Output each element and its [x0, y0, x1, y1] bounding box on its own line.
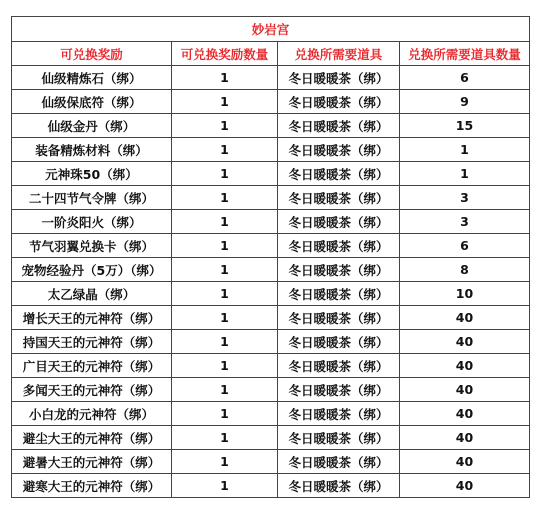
reward-cell: 仙级保底符（绑）	[12, 90, 172, 114]
table-row	[12, 90, 530, 114]
reward-cell: 太乙绿晶（绑）	[12, 282, 172, 306]
required-item-cell: 冬日暖暖茶（绑）	[278, 210, 400, 234]
table-row	[12, 426, 530, 450]
required-quantity-cell: 40	[400, 450, 530, 474]
reward-quantity-cell: 1	[172, 378, 278, 402]
table-row	[12, 162, 530, 186]
reward-quantity-cell: 1	[172, 66, 278, 90]
required-item-cell: 冬日暖暖茶（绑）	[278, 90, 400, 114]
required-quantity-cell: 10	[400, 282, 530, 306]
reward-quantity-cell: 1	[172, 258, 278, 282]
required-quantity-cell: 40	[400, 378, 530, 402]
table-row	[12, 210, 530, 234]
required-item-cell: 冬日暖暖茶（绑）	[278, 402, 400, 426]
reward-quantity-cell: 1	[172, 186, 278, 210]
exchange-table	[11, 16, 530, 498]
reward-cell: 避暑大王的元神符（绑）	[12, 450, 172, 474]
reward-cell: 避尘大王的元神符（绑）	[12, 426, 172, 450]
required-quantity-cell: 6	[400, 66, 530, 90]
table-row	[12, 66, 530, 90]
header-required-quantity: 兑换所需要道具数量	[400, 42, 530, 66]
exchange-table-container	[11, 16, 529, 498]
required-item-cell: 冬日暖暖茶（绑）	[278, 306, 400, 330]
required-quantity-cell: 40	[400, 354, 530, 378]
reward-quantity-cell: 1	[172, 306, 278, 330]
required-item-cell: 冬日暖暖茶（绑）	[278, 186, 400, 210]
required-quantity-cell: 3	[400, 186, 530, 210]
required-quantity-cell: 9	[400, 90, 530, 114]
required-quantity-cell: 1	[400, 162, 530, 186]
reward-quantity-cell: 1	[172, 330, 278, 354]
reward-cell: 一阶炎阳火（绑）	[12, 210, 172, 234]
reward-cell: 小白龙的元神符（绑）	[12, 402, 172, 426]
table-row	[12, 306, 530, 330]
table-row	[12, 114, 530, 138]
required-item-cell: 冬日暖暖茶（绑）	[278, 66, 400, 90]
reward-cell: 装备精炼材料（绑）	[12, 138, 172, 162]
table-row	[12, 402, 530, 426]
title-row	[12, 17, 530, 42]
reward-quantity-cell: 1	[172, 162, 278, 186]
reward-cell: 多闻天王的元神符（绑）	[12, 378, 172, 402]
table-row	[12, 186, 530, 210]
reward-quantity-cell: 1	[172, 234, 278, 258]
required-quantity-cell: 40	[400, 330, 530, 354]
required-item-cell: 冬日暖暖茶（绑）	[278, 450, 400, 474]
table-row	[12, 234, 530, 258]
table-row	[12, 330, 530, 354]
reward-cell: 持国天王的元神符（绑）	[12, 330, 172, 354]
required-item-cell: 冬日暖暖茶（绑）	[278, 426, 400, 450]
reward-cell: 二十四节气令牌（绑）	[12, 186, 172, 210]
reward-quantity-cell: 1	[172, 474, 278, 498]
reward-quantity-cell: 1	[172, 402, 278, 426]
reward-quantity-cell: 1	[172, 282, 278, 306]
reward-cell: 宠物经验丹（5万）（绑）	[12, 258, 172, 282]
required-quantity-cell: 40	[400, 306, 530, 330]
required-item-cell: 冬日暖暖茶（绑）	[278, 162, 400, 186]
table-row	[12, 474, 530, 498]
table-row	[12, 450, 530, 474]
reward-quantity-cell: 1	[172, 210, 278, 234]
required-quantity-cell: 3	[400, 210, 530, 234]
required-quantity-cell: 1	[400, 138, 530, 162]
reward-quantity-cell: 1	[172, 138, 278, 162]
reward-cell: 仙级精炼石（绑）	[12, 66, 172, 90]
reward-cell: 增长天王的元神符（绑）	[12, 306, 172, 330]
required-item-cell: 冬日暖暖茶（绑）	[278, 330, 400, 354]
reward-cell: 节气羽翼兑换卡（绑）	[12, 234, 172, 258]
table-row	[12, 378, 530, 402]
reward-cell: 广目天王的元神符（绑）	[12, 354, 172, 378]
header-row	[12, 42, 530, 66]
table-row	[12, 282, 530, 306]
reward-quantity-cell: 1	[172, 90, 278, 114]
required-item-cell: 冬日暖暖茶（绑）	[278, 282, 400, 306]
required-quantity-cell: 15	[400, 114, 530, 138]
required-item-cell: 冬日暖暖茶（绑）	[278, 234, 400, 258]
required-item-cell: 冬日暖暖茶（绑）	[278, 138, 400, 162]
required-quantity-cell: 40	[400, 402, 530, 426]
table-row	[12, 354, 530, 378]
required-quantity-cell: 8	[400, 258, 530, 282]
required-quantity-cell: 40	[400, 426, 530, 450]
reward-quantity-cell: 1	[172, 426, 278, 450]
table-row	[12, 138, 530, 162]
reward-quantity-cell: 1	[172, 114, 278, 138]
required-quantity-cell: 40	[400, 474, 530, 498]
table-body	[12, 66, 530, 498]
header-required-item: 兑换所需要道具	[278, 42, 400, 66]
reward-cell: 仙级金丹（绑）	[12, 114, 172, 138]
required-item-cell: 冬日暖暖茶（绑）	[278, 114, 400, 138]
reward-cell: 元神珠50（绑）	[12, 162, 172, 186]
required-item-cell: 冬日暖暖茶（绑）	[278, 378, 400, 402]
reward-quantity-cell: 1	[172, 450, 278, 474]
required-item-cell: 冬日暖暖茶（绑）	[278, 354, 400, 378]
table-title: 妙岩宫	[12, 17, 530, 42]
header-reward-quantity: 可兑换奖励数量	[172, 42, 278, 66]
required-quantity-cell: 6	[400, 234, 530, 258]
reward-quantity-cell: 1	[172, 354, 278, 378]
required-item-cell: 冬日暖暖茶（绑）	[278, 474, 400, 498]
reward-cell: 避寒大王的元神符（绑）	[12, 474, 172, 498]
required-item-cell: 冬日暖暖茶（绑）	[278, 258, 400, 282]
table-row	[12, 258, 530, 282]
header-reward: 可兑换奖励	[12, 42, 172, 66]
